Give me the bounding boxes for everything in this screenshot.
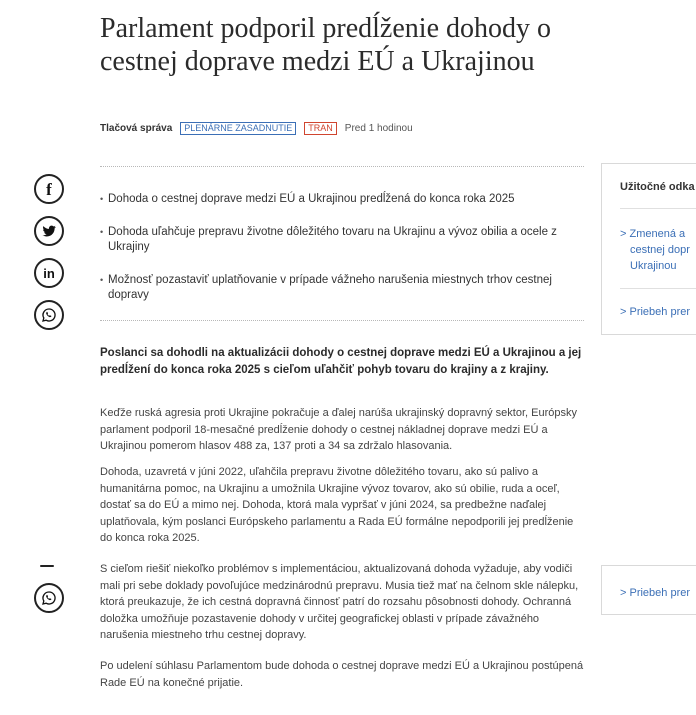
article-paragraph: Keďže ruská agresia proti Ukrajine pokračuje a ďalej narúša ukrajinský dopravný sektor, Európsky parlament podporil 18-mesačné predĺženie dohody o cestnej nákladnej doprave medzi EÚ a Ukrajinou pomerom hlasov 488 za, 137 proti a 34 sa zdržalo hlasovania. (100, 407, 577, 452)
share-separator (40, 565, 54, 567)
tag-tran[interactable]: TRAN (304, 122, 337, 135)
whatsapp-icon (41, 590, 57, 606)
link-line: cestnej dopr (630, 244, 690, 256)
article-type: Tlačová správa (100, 123, 173, 134)
article-meta (100, 122, 413, 135)
key-point: • Možnosť pozastaviť uplatňovanie v prípade vážneho narušenia miestnych trhov cestnej dopravy (100, 273, 584, 303)
useful-links-box (601, 163, 696, 335)
divider (100, 320, 584, 321)
article-paragraph: Dohoda, uzavretá v júni 2022, uľahčila prepravu životne dôležitého tovaru, ako sú palivo a humanitárna pomoc, na Ukrajinu a umožnila Ukrajine vývoz tovarov, ako sú obilie, ruda a oceľ, dostať sa do EÚ a mimo nej. Dohoda, ktorá mala vypršať v júni 2024, sa predbežne naďalej uplatňovala, kým poslanci Európskeho parlamentu a Rada EÚ formálne nepodporili jej predĺženie do konca roka 2025. (100, 466, 574, 544)
whatsapp-share-button[interactable] (34, 300, 64, 330)
publish-time: Pred 1 hodinou (344, 123, 413, 134)
whatsapp-share-button-sticky[interactable] (34, 583, 64, 613)
article-lead: Poslanci sa dohodli na aktualizácii dohody o cestnej doprave medzi EÚ a Ukrajinou a jej predĺžení do konca roka 2025 s cieľom uľahčiť pohyb tovaru do krajiny a z krajiny. (100, 347, 582, 376)
linkedin-icon: in (43, 265, 55, 281)
useful-link-procedure-2[interactable]: > Priebeh prer (620, 587, 691, 599)
divider (620, 288, 696, 289)
tag-plenary[interactable]: PLENÁRNE ZASADNUTIE (180, 122, 296, 135)
twitter-icon (41, 223, 57, 239)
procedure-links-box (601, 565, 696, 615)
linkedin-share-button[interactable] (34, 258, 64, 288)
useful-link-procedure[interactable]: > Priebeh prer (620, 306, 691, 318)
key-point: • Dohoda o cestnej doprave medzi EÚ a Ukrajinou predĺžená do konca roka 2025 (100, 192, 584, 207)
facebook-share-button[interactable] (34, 174, 64, 204)
key-point: • Dohoda uľahčuje prepravu životne dôležitého tovaru na Ukrajinu a vývoz obilia a ocele z Ukrajiny (100, 225, 584, 255)
useful-links-title: Užitočné odka (620, 181, 695, 193)
article-title: Parlament podporil predĺženie dohody o cestnej doprave medzi EÚ a Ukrajinou (100, 13, 551, 77)
divider (620, 208, 696, 209)
twitter-share-button[interactable] (34, 216, 64, 246)
key-points (100, 182, 584, 303)
divider (100, 166, 584, 167)
facebook-icon: f (46, 179, 52, 199)
link-line: > Zmenená a (620, 228, 686, 240)
article-paragraph: S cieľom riešiť niekoľko problémov s implementáciou, aktualizovaná dohoda vyžaduje, aby vodiči mali pri sebe doklady povoľujúce medzinárodnú prepravu. Musia tiež mať na čelnom skle nálepku, ktorá preukazuje, že ich cestná dopravná činnosť patrí do rozsahu pôsobnosti dohody. Ochranná doložka umožňuje pozastavenie dohody v určitej geografickej oblasti v prípade závažného narušenia miestneho trhu cestnej dopravy. (100, 563, 579, 641)
useful-link-amended-agreement[interactable] (620, 226, 690, 274)
article-paragraph: Po udelení súhlasu Parlamentom bude dohoda o cestnej doprave medzi EÚ a Ukrajinou postúpená Rade EÚ na konečné prijatie. (100, 660, 584, 689)
whatsapp-icon (41, 307, 57, 323)
link-line: Ukrajinou (630, 260, 677, 272)
